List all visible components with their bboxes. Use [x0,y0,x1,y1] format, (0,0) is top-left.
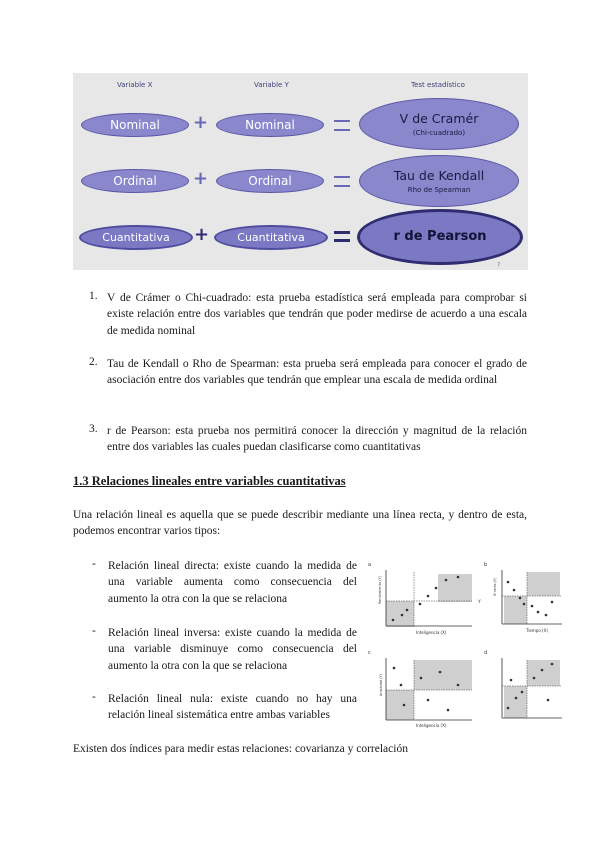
ellipse-y-nominal: Nominal [216,113,324,137]
test-kendall-label: Tau de Kendall [393,167,485,183]
ellipse-y-cuantitativa: Cuantitativa [214,225,328,250]
list-item-kendall: Tau de Kendall o Rho de Spearman: esta prueba será empleada para conocer el grado de asociación entre dos variables que tendrán que emplear una escala de medida ordinal [107,358,527,387]
test-pearson-label: r de Pearson [393,229,487,244]
test-selection-diagram [73,73,528,270]
slide-page-number: 7 [497,262,500,267]
scatter-panel-c [368,650,472,728]
list-item-pearson: r de Pearson: esta prueba nos permitirá conocer la dirección y magnitud de la relación entre dos variables las cuales puedan clasificarse como cuantitativas [107,425,527,454]
test-cramer-label: V de Cramér [399,110,479,126]
ellipse-test-kendall [359,155,519,207]
test-chi-label: (Chi-cuadrado) [412,128,466,137]
scatter-plots-figure [366,560,562,728]
scatter-panel-d [484,650,562,718]
intro-paragraph: Una relación lineal es aquella que se puede describir mediante una línea recta, y dentro de esta, podemos encontrar varios tipos: [73,509,527,538]
ylabel: Ansiedad (Y) [379,673,383,696]
section-title: 1.3 Relaciones lineales entre variables cuantitativas [73,474,346,488]
scatter-panel-b [484,562,562,633]
header-variable-x: Variable X [117,81,153,89]
plus-icon: + [193,168,209,189]
ellipse-x-nominal: Nominal [81,113,189,137]
ylabel: Rendimiento (Y) [378,575,382,604]
panel-label: b [484,562,488,568]
equals-icon [334,176,350,187]
ellipse-x-cuantitativa: Cuantitativa [79,225,193,250]
xlabel: Tiempo (X) [526,628,548,633]
scatter-panel-a [368,562,481,635]
ellipse-y-ordinal: Ordinal [216,169,324,193]
ellipse-test-cramer [359,98,519,150]
list-number: 2. [89,356,98,368]
bullet-nula: Relación lineal nula: existe cuando no hay una relación lineal sistemática entre ambas variables [108,693,357,722]
side-y: Y [478,600,481,605]
bullet-dash: - [92,691,96,703]
panel-label: a [368,562,372,568]
plus-icon: + [194,224,210,245]
list-item-cramer: V de Crámer o Chi-cuadrado: esta prueba estadística será empleada para comprobar si existe relación entre dos variables que tendrán que poder medirse de acuerdo a una escala de medida nominal [107,292,527,337]
ellipse-x-ordinal: Ordinal [81,169,189,193]
list-number: 1. [89,290,98,302]
equals-icon [334,120,350,131]
xlabel: Inteligencia (X) [416,723,447,728]
panel-label: c [368,650,371,656]
panel-label: d [484,650,488,656]
plus-icon: + [193,112,209,133]
test-spearman-label: Rho de Spearman [407,185,471,194]
bullet-directa: Relación lineal directa: existe cuando la medida de una variable aumenta como consecuencia del aumento la otra con la que se relaciona [108,560,357,605]
bullet-dash: - [92,625,96,637]
equals-icon [334,231,350,242]
bullet-dash: - [92,558,96,570]
xlabel: Inteligencia (X) [416,630,447,635]
list-number: 3. [89,423,98,435]
closing-paragraph: Existen dos índices para medir estas relaciones: covarianza y correlación [73,743,408,755]
ellipse-test-pearson [357,209,523,265]
header-test: Test estadístico [411,81,465,89]
ylabel: Errores (Y) [493,577,497,596]
bullet-inversa: Relación lineal inversa: existe cuando la medida de una variable disminuye como consecuencia del aumento la otra con la que se relaciona [108,627,357,672]
header-variable-y: Variable Y [254,81,289,89]
